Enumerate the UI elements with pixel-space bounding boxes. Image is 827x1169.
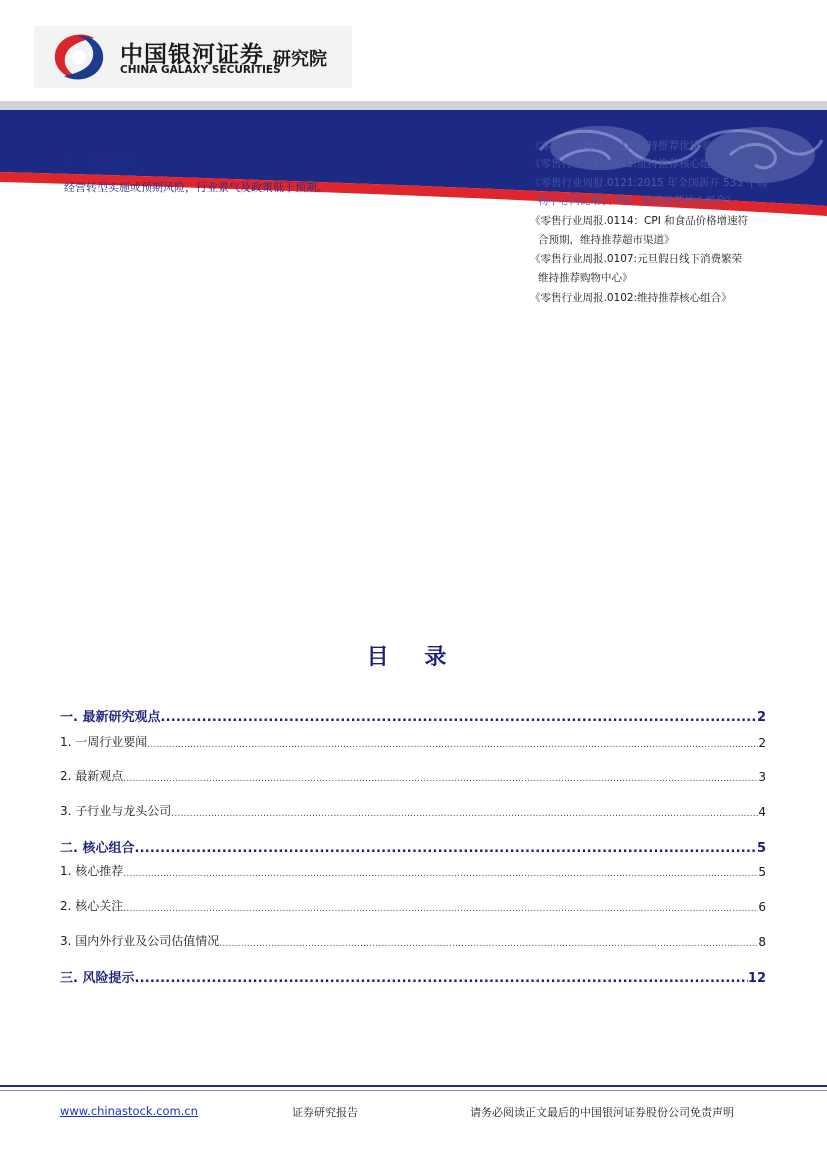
toc-entry-label: 2. 核心关注 xyxy=(60,899,124,913)
toc-entry-label: 二. 核心组合 xyxy=(60,841,135,856)
toc-entry[interactable] xyxy=(60,733,766,750)
related-report-item: 《零售行业周报.0102:维持推荐核心组合》 xyxy=(530,292,732,304)
toc-entry-label: 1. 核心推荐 xyxy=(60,864,124,878)
website-link[interactable]: www.chinastock.com.cn xyxy=(60,1104,198,1118)
related-report-item: 《零售行业周报.0121:2015 年全国新开 533 个购 xyxy=(530,177,768,189)
toc-entry[interactable] xyxy=(60,897,766,914)
logo-english-name: CHINA GALAXY SECURITIES xyxy=(120,64,281,76)
toc-leader xyxy=(123,774,758,784)
toc-page-number: 5 xyxy=(756,841,766,856)
toc-leader xyxy=(123,904,758,914)
toc-page-number: 5 xyxy=(758,865,766,879)
toc-entry[interactable] xyxy=(60,932,766,949)
toc-leader xyxy=(123,869,758,879)
institute-label: 研究院 xyxy=(273,49,327,70)
toc-page-number: 2 xyxy=(756,710,766,725)
toc-page-number: 8 xyxy=(758,935,766,949)
toc-entry-label: 3. 子行业与龙头公司 xyxy=(60,804,172,818)
toc-leader xyxy=(171,809,758,819)
toc-entry[interactable] xyxy=(60,706,766,725)
toc-leader xyxy=(134,971,747,986)
toc-title: 目 录 xyxy=(366,645,461,670)
section-text-faded: 经营转型实施或预期风险，行业景气及政策低于预期。 xyxy=(64,181,328,194)
disclaimer-notice: 请务必阅读正文最后的中国银河证券股份公司免责声明 xyxy=(470,1106,734,1119)
related-report-item: 合预期，维持推荐超市渠道》 xyxy=(538,234,675,246)
report-type-label: 证券研究报告 xyxy=(292,1106,358,1119)
related-report-item: 《零售行业周报.0211:维持推荐核心组合》 xyxy=(530,158,732,170)
toc-page-number: 2 xyxy=(758,736,766,750)
toc-entry[interactable] xyxy=(60,862,766,879)
toc-page-number: 12 xyxy=(747,971,766,986)
toc-page-number: 4 xyxy=(758,805,766,819)
toc-leader xyxy=(147,740,758,750)
footer-rule xyxy=(0,1085,827,1087)
toc-entry[interactable] xyxy=(60,802,766,819)
related-report-item: 《零售行业周报.0218:维持推荐优质零售企业》 xyxy=(530,140,753,152)
toc-page-number: 3 xyxy=(758,770,766,784)
toc-entry[interactable] xyxy=(60,837,766,856)
toc-entry[interactable] xyxy=(60,967,766,986)
toc-entry[interactable] xyxy=(60,767,766,784)
toc-entry-label: 3. 国内外行业及公司估值情况 xyxy=(60,934,220,948)
toc-leader xyxy=(160,710,756,725)
galaxy-logo-icon xyxy=(50,30,108,84)
toc-entry-label: 1. 一周行业要闻 xyxy=(60,735,148,749)
section-heading-faded: 3．风险提示 xyxy=(64,154,139,169)
toc-entry-label: 2. 最新观点 xyxy=(60,769,124,783)
toc-leader xyxy=(219,939,758,949)
toc-entry-label: 一. 最新研究观点 xyxy=(60,710,161,725)
related-report-item: 维持推荐购物中心》 xyxy=(538,272,633,284)
related-report-item: 物中心同比增长 5%，维持推荐核心组合》 xyxy=(538,195,737,207)
toc-leader xyxy=(134,841,756,856)
related-report-item: 《零售行业周报.0107:元旦假日线下消费繁荣 xyxy=(530,253,743,265)
toc-entry-label: 三. 风险提示 xyxy=(60,971,135,986)
toc-page-number: 6 xyxy=(758,900,766,914)
footer-rule-thin xyxy=(0,1090,827,1091)
related-report-item: 《零售行业周报.0114：CPI 和食品价格增速符 xyxy=(530,215,749,227)
logo-chinese-name: 中国银河证券 xyxy=(120,42,264,68)
